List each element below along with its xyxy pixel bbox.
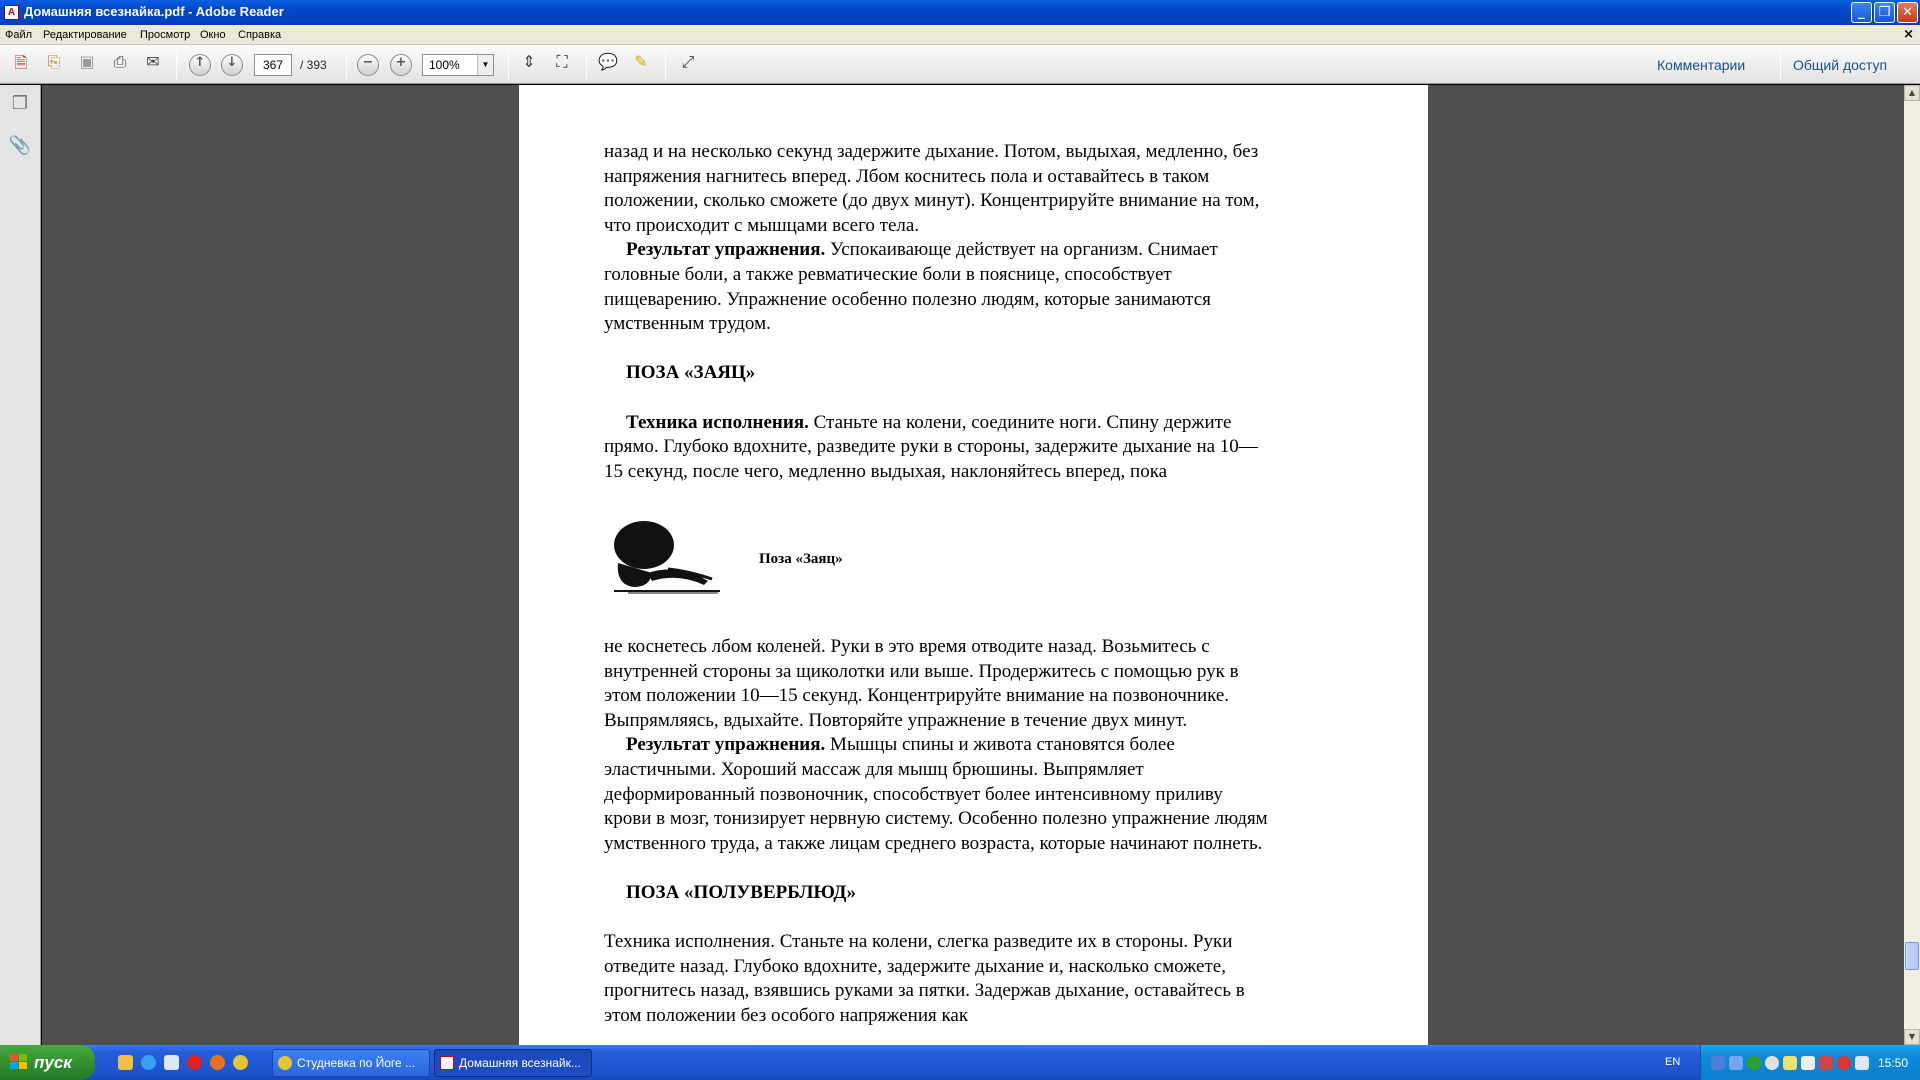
- network-icon[interactable]: [1711, 1056, 1725, 1070]
- security-icon[interactable]: [1837, 1056, 1851, 1070]
- pages-icon: ❐: [11, 93, 29, 114]
- attachments-panel-button[interactable]: [7, 135, 33, 161]
- text-line: что происходит с мышцами всего тела.: [604, 214, 920, 236]
- text-line: этом положении 10—15 секунд. Концентрируйте внимание на позвоночнике.: [604, 685, 1230, 707]
- toolbar-separator: [586, 51, 587, 79]
- task-label: Домашняя всезнайк...: [459, 1056, 581, 1070]
- hare-pose-figure: [608, 515, 726, 595]
- fit-page-icon: ⛶: [556, 52, 568, 71]
- pdf-page: [519, 85, 1428, 1045]
- text-line: деформированный позвоночник, способствует более интенсивному приливу: [604, 783, 1223, 805]
- taskbar: [0, 1045, 1920, 1080]
- text-span: Успокаивающе действует на организм. Снимает: [825, 239, 1218, 261]
- text-line: положении, сколько сможете (до двух минут). Концентрируйте внимание на том,: [604, 190, 1260, 212]
- text-line: [604, 411, 1364, 436]
- maximize-button[interactable]: [1874, 2, 1895, 23]
- menu-view[interactable]: Просмотр: [140, 29, 191, 41]
- toolbar: [0, 45, 1920, 84]
- share-link[interactable]: Общий доступ: [1793, 57, 1888, 73]
- text-line: внутренней стороны за щиколотки или выше. Продержитесь с помощью рук в: [604, 660, 1239, 682]
- previous-page-button[interactable]: [189, 54, 211, 76]
- window-title: Домашняя всезнайка.pdf - Adobe Reader: [24, 4, 284, 19]
- attachments-icon: 📎: [8, 135, 32, 156]
- menu-file[interactable]: Файл: [5, 29, 33, 41]
- close-button[interactable]: [1897, 2, 1918, 23]
- windows-flag-icon: [10, 1054, 28, 1071]
- print-icon: ⎙: [113, 52, 127, 71]
- pages-panel-button[interactable]: [7, 93, 33, 119]
- chevron-down-icon[interactable]: ▼: [477, 55, 493, 75]
- fit-page-button[interactable]: [549, 52, 575, 78]
- text-line: [604, 238, 1364, 263]
- fullscreen-icon: ⤢: [681, 52, 695, 71]
- toolbar-separator: [346, 51, 347, 79]
- create-pdf-button[interactable]: [8, 52, 34, 78]
- scroll-down-button[interactable]: [1904, 1029, 1920, 1045]
- figure-caption: Поза «Заяц»: [759, 551, 843, 567]
- maximize-icon: ❐: [1878, 5, 1891, 20]
- next-page-button[interactable]: [221, 54, 243, 76]
- text-line: [604, 733, 1364, 758]
- text-line: Выпрямляясь, вдыхайте. Повторяйте упражнение в течение двух минут.: [604, 709, 1188, 731]
- language-indicator[interactable]: EN: [1665, 1056, 1681, 1068]
- text-line: назад и на несколько секунд задержите дыхание. Потом, выдыхая, медленно, без: [604, 141, 1259, 162]
- toolbar-separator: [1780, 51, 1781, 79]
- fullscreen-button[interactable]: [675, 52, 701, 78]
- text-line: этом положении без особого напряжения как: [604, 1005, 969, 1026]
- chrome-icon: [278, 1056, 292, 1070]
- desktop-icon[interactable]: [164, 1055, 179, 1070]
- opera-icon[interactable]: [187, 1055, 202, 1070]
- start-label: пуск: [34, 1053, 72, 1072]
- zoom-out-button[interactable]: [357, 54, 379, 76]
- menu-window[interactable]: Окно: [200, 29, 226, 41]
- highlight-icon: ✎: [634, 52, 648, 71]
- clock[interactable]: 15:50: [1877, 1056, 1908, 1070]
- pdf-icon: A: [4, 5, 19, 20]
- result-label: Результат упражнения.: [626, 734, 826, 756]
- fit-width-button[interactable]: [516, 52, 542, 78]
- start-button[interactable]: [0, 1045, 95, 1080]
- text-line: умственным трудом.: [604, 313, 771, 335]
- email-icon: ✉: [146, 52, 160, 71]
- zoom-in-button[interactable]: [390, 54, 412, 76]
- text-line: прогнитесь назад, взявшись руками за пятки. Задержав дыхание, оставайтесь в: [604, 980, 1245, 1002]
- chrome-icon[interactable]: [233, 1055, 248, 1070]
- previous-page-icon: ↑: [194, 55, 206, 70]
- section-heading: ПОЗА «ПОЛУВЕРБЛЮД»: [626, 882, 857, 903]
- open-icon: ⎘: [47, 52, 61, 71]
- text-line: напряжения нагнитесь вперед. Лбом коснитесь пола и оставайтесь в таком: [604, 165, 1210, 187]
- comment-icon: 💬: [598, 52, 618, 71]
- toolbar-separator: [176, 51, 177, 79]
- messenger-icon[interactable]: [1783, 1056, 1797, 1070]
- taskbar-item-chrome[interactable]: [272, 1049, 430, 1077]
- quicklaunch-icon[interactable]: [118, 1055, 133, 1070]
- minimize-button[interactable]: [1851, 2, 1872, 23]
- text-line: 15 секунд, после чего, медленно выдыхая, наклоняйтесь вперед, пока: [604, 460, 1168, 482]
- vertical-scrollbar[interactable]: [1904, 85, 1920, 1045]
- pdf-icon: [440, 1056, 454, 1070]
- scroll-up-button[interactable]: [1904, 85, 1920, 101]
- text-line: головные боли, а также ревматические боли в пояснице, способствует: [604, 264, 1172, 285]
- antivirus-icon[interactable]: [1747, 1056, 1761, 1070]
- text-line: умственного труда, а также лицам среднего возраста, которые начинают полнеть.: [604, 832, 1263, 854]
- text-line: пищеварению. Упражнение особенно полезно людям, которые занимаются: [604, 288, 1211, 310]
- save-button[interactable]: [74, 52, 100, 78]
- result-label: Результат упражнения.: [626, 239, 826, 261]
- next-page-icon: ↓: [226, 55, 238, 70]
- task-label: Студневка по Йоге ...: [297, 1056, 416, 1070]
- update-icon[interactable]: [1765, 1056, 1779, 1070]
- text-line: прямо. Глубоко вдохните, разведите руки в стороны, задержите дыхание на 10—: [604, 436, 1258, 458]
- toolbar-separator: [665, 51, 666, 79]
- open-button[interactable]: [41, 52, 67, 78]
- email-button[interactable]: [140, 52, 166, 78]
- text-span: Мышцы спины и живота становятся более: [825, 734, 1175, 756]
- highlight-button[interactable]: [628, 52, 654, 78]
- print-button[interactable]: [107, 52, 133, 78]
- minimize-icon: _: [1858, 5, 1865, 20]
- comments-link[interactable]: Комментарии: [1657, 57, 1746, 73]
- section-heading: ПОЗА «ЗАЯЦ»: [626, 362, 756, 384]
- ie-icon[interactable]: [141, 1055, 156, 1070]
- navigation-pane: [0, 85, 41, 1045]
- text-line: Техника исполнения. Станьте на колени, слегка разведите их в стороны. Руки: [604, 931, 1233, 953]
- title-bar[interactable]: [0, 0, 1920, 25]
- text-line: отведите назад. Глубоко вдохните, задержите дыхание и, насколько сможете,: [604, 955, 1226, 977]
- text-line: не коснетесь лбом коленей. Руки в это время отводите назад. Возьмитесь с: [604, 636, 1210, 657]
- text-line: эластичными. Хороший массаж для мышц брюшины. Выпрямляет: [604, 759, 1144, 780]
- save-icon: ▣: [79, 52, 95, 71]
- chevron-up-icon: ▲: [1908, 88, 1916, 97]
- menu-help[interactable]: Справка: [238, 29, 282, 41]
- chevron-down-icon: ▼: [1908, 1032, 1916, 1041]
- toolbar-separator: [508, 51, 509, 79]
- text-span: Станьте на колени, соедините ноги. Спину держите: [808, 411, 1232, 433]
- zoom-select[interactable]: [422, 54, 494, 76]
- zoom-value: 100%: [429, 58, 460, 72]
- taskbar-item-reader[interactable]: [434, 1049, 592, 1077]
- page-total: / 393: [300, 58, 327, 72]
- network-icon[interactable]: [1729, 1056, 1743, 1070]
- volume-icon[interactable]: [1801, 1056, 1815, 1070]
- scroll-thumb[interactable]: [1905, 942, 1919, 970]
- zoom-in-icon: +: [395, 55, 407, 70]
- flag-icon[interactable]: [1819, 1056, 1833, 1070]
- document-close-button[interactable]: ×: [1903, 27, 1914, 42]
- display-icon[interactable]: [1855, 1056, 1869, 1070]
- firefox-icon[interactable]: [210, 1055, 225, 1070]
- close-icon: ✕: [1902, 5, 1913, 20]
- menu-bar: [0, 25, 1920, 45]
- fit-width-icon: ⇕: [522, 52, 536, 71]
- text-line: крови в мозг, тонизирует нервную систему. Особенно полезно упражнение людям: [604, 808, 1268, 830]
- create-pdf-icon: 🗎: [14, 53, 28, 72]
- menu-edit[interactable]: Редактирование: [43, 29, 127, 41]
- technique-label: Техника исполнения.: [626, 411, 809, 433]
- system-tray: [1700, 1045, 1920, 1080]
- comment-button[interactable]: [595, 52, 621, 78]
- zoom-out-icon: −: [362, 55, 374, 70]
- document-view[interactable]: [42, 85, 1904, 1045]
- page-number-input[interactable]: 367: [254, 54, 292, 76]
